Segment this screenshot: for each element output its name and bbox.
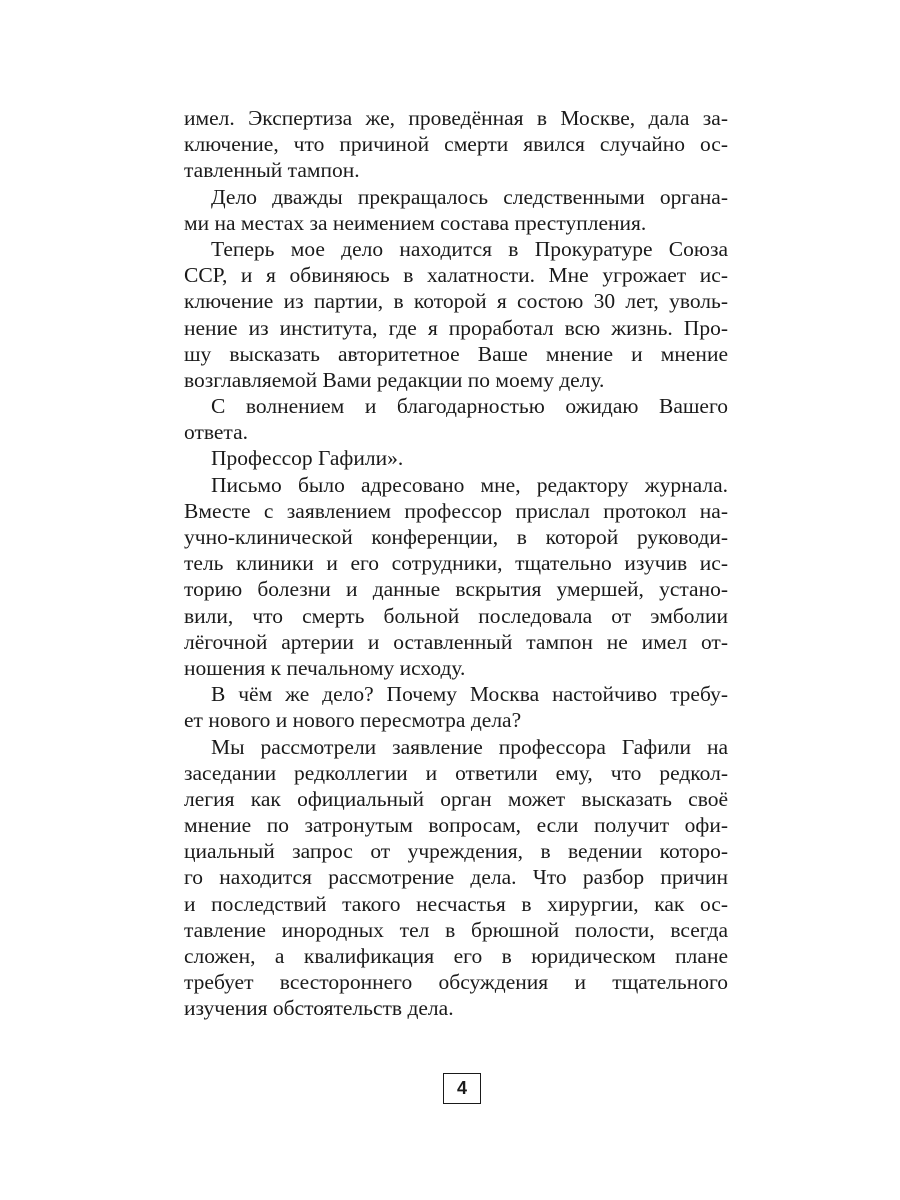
text-line: и последствий такого несчастья в хирургии, как ос- bbox=[184, 891, 728, 916]
text-line: С волнением и благодарностью ожидаю Вашего bbox=[211, 394, 728, 419]
text-line: лёгочной артерии и оставленный тампон не имел от- bbox=[184, 629, 728, 654]
text-line: ответа. bbox=[184, 420, 249, 445]
text-line: Профессор Гафили». bbox=[211, 446, 404, 471]
text-line: ключение из партии, в которой я состою 30 лет, уволь- bbox=[184, 289, 728, 314]
text-line: ССР, и я обвиняюсь в халатности. Мне угрожает ис- bbox=[184, 263, 728, 288]
text-line: имел. Экспертиза же, проведённая в Москве, дала за- bbox=[184, 106, 728, 130]
text-line: возглавляемой Вами редакции по моему делу. bbox=[184, 367, 605, 392]
text-line: требует всестороннего обсуждения и тщательного bbox=[184, 970, 728, 995]
text-line: Мы рассмотрели заявление профессора Гафили на bbox=[211, 734, 728, 759]
text-line: го находится рассмотрение дела. Что разбор причин bbox=[184, 865, 728, 890]
text-line: Вместе с заявлением профессор прислал протокол на- bbox=[184, 498, 728, 523]
text-line: вили, что смерть больной последовала от эмболии bbox=[184, 603, 728, 628]
body-text bbox=[184, 105, 728, 1022]
text-line: тавление инородных тел в брюшной полости, всегда bbox=[184, 917, 728, 942]
text-line: тавленный тампон. bbox=[184, 158, 360, 183]
text-line: мнение по затронутым вопросам, если получит офи- bbox=[184, 813, 728, 838]
text-line: торию болезни и данные вскрытия умершей, устано- bbox=[184, 577, 728, 602]
text-line: учно-клинической конференции, в которой руководи- bbox=[184, 525, 728, 549]
text-line: шу высказать авторитетное Ваше мнение и мнение bbox=[184, 341, 728, 366]
paragraph bbox=[184, 681, 728, 733]
text-line: В чём же дело? Почему Москва настойчиво требу- bbox=[211, 682, 728, 707]
text-line: ношения к печальному исходу. bbox=[184, 655, 466, 680]
page-number: 4 bbox=[443, 1073, 481, 1104]
text-line: изучения обстоятельств дела. bbox=[184, 996, 454, 1021]
text-line: ключение, что причиной смерти явился случайно ос- bbox=[184, 132, 728, 157]
text-line: циальный запрос от учреждения, в ведении которо- bbox=[184, 839, 728, 864]
paragraph bbox=[184, 472, 728, 682]
paragraph bbox=[184, 236, 728, 393]
paragraph bbox=[184, 445, 728, 471]
text-line: ет нового и нового пересмотра дела? bbox=[184, 708, 522, 733]
text-line: Дело дважды прекращалось следственными органа- bbox=[211, 184, 728, 209]
text-line: тель клиники и его сотрудники, тщательно изучив ис- bbox=[184, 551, 728, 576]
text-line: сложен, а квалификация его в юридическом плане bbox=[184, 944, 728, 968]
text-line: Теперь мое дело находится в Прокуратуре Союза bbox=[211, 236, 728, 261]
paragraph bbox=[184, 734, 728, 1022]
text-line: заседании редколлегии и ответили ему, что редкол- bbox=[184, 760, 728, 785]
text-line: легия как официальный орган может высказать своё bbox=[184, 786, 728, 811]
paragraph bbox=[184, 393, 728, 445]
text-line: нение из института, где я проработал всю жизнь. Про- bbox=[184, 315, 728, 340]
text-line: ми на местах за неимением состава преступления. bbox=[184, 210, 647, 235]
paragraph bbox=[184, 184, 728, 236]
paragraph bbox=[184, 105, 728, 184]
text-line: Письмо было адресовано мне, редактору журнала. bbox=[211, 472, 728, 497]
